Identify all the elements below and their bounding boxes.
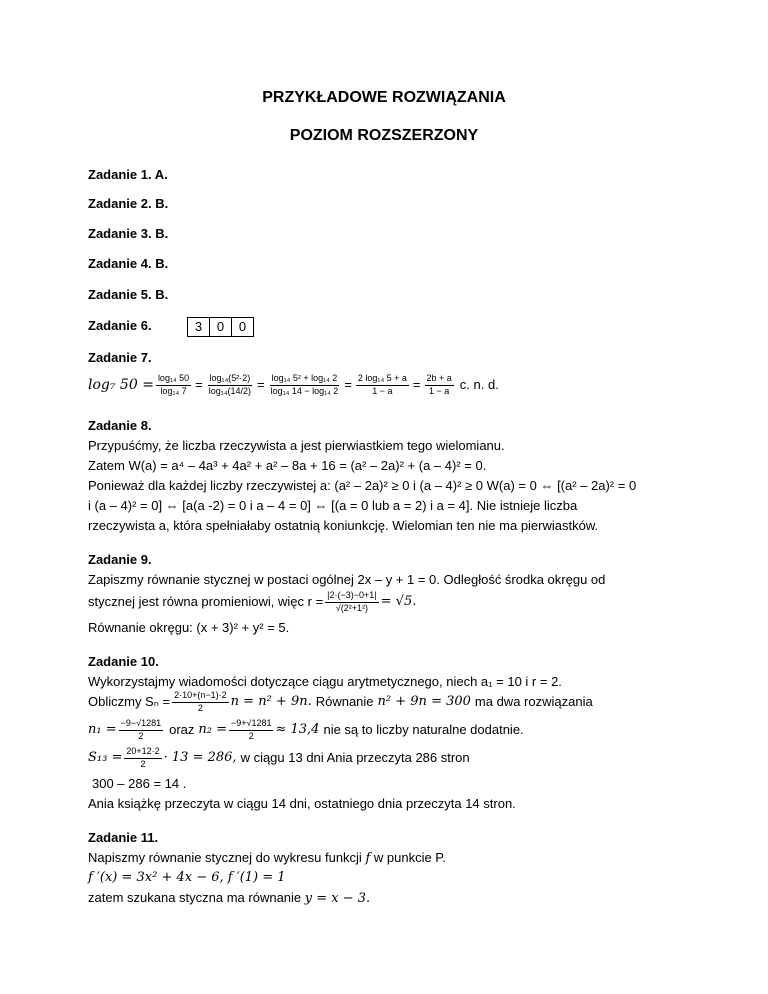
answer-cell: 0 <box>238 319 247 334</box>
fraction <box>207 374 253 397</box>
task-3-answer: Zadanie 3. B. <box>88 226 169 241</box>
task-11-line <box>88 890 370 907</box>
qed-text: c. n. d. <box>459 377 499 393</box>
task-8-line: rzeczywista a, która spełniałaby ostatnią koniunkcję. Wielomian ten nie ma pierwiastków. <box>88 518 599 533</box>
denominator: 2 <box>138 730 144 741</box>
formula: · 13 = 286, <box>163 750 237 766</box>
task-10-roots-line <box>88 716 524 744</box>
result: = √5. <box>380 594 417 610</box>
fraction <box>119 719 163 742</box>
text: Obliczmy Sₙ = <box>88 694 171 710</box>
fraction <box>172 691 229 714</box>
task-8-line: Ponieważ dla każdej liczby rzeczywistej a: (a² – 2a)² ≥ 0 i (a – 4)² ≥ 0 W(a) = 0 ⇔ [(a² – 2a)² = 0 <box>88 478 637 493</box>
denominator: 2 <box>140 758 146 769</box>
numerator: |2·(−3)−0+1| <box>325 591 378 603</box>
numerator: 2 log₁₄ 5 + a <box>356 374 409 386</box>
task-10-label: Zadanie 10. <box>88 654 159 669</box>
task-1-answer: Zadanie 1. A. <box>88 167 168 182</box>
page-title: PRZYKŁADOWE ROZWIĄZANIA <box>262 89 506 106</box>
fraction <box>229 719 273 742</box>
text: stycznej jest równa promieniowi, więc r = <box>88 594 324 610</box>
task-6-label: Zadanie 6. <box>88 318 152 333</box>
task-7-equation: log₇ 50 = $\frac{\text{log₁₄ 50}}{\text{log₁₄ 7}}$ = $\frac{\text{log₁₄(5²·2)}}{\text{log₁₄(14/2)}}$ = $\frac{\text{log₁₄ 5² + log₁₄ 2}}{\text{log₁₄ 14 − log₁₄ 2}}$ = $\frac{\text{2 log₁₄ 5 + a}}{1 - a}$ = $\frac{2b + a}{1 - a}$ c. n. d. <box>88 372 499 396</box>
task-9-line: Zapiszmy równanie stycznej w postaci ogólnej 2x – y + 1 = 0. Odległość środka okręgu od <box>88 572 606 587</box>
task-5-answer: Zadanie 5. B. <box>88 287 169 302</box>
numerator: log₁₄ 50 <box>156 374 191 386</box>
fraction <box>325 591 378 614</box>
log-expression: log₇ 50 = <box>88 376 154 393</box>
task-8-line: Przypuśćmy, że liczba rzeczywista a jest pierwiastkiem tego wielomianu. <box>88 438 505 453</box>
numerator: −9+√1281 <box>229 719 273 731</box>
numerator: log₁₄ 5² + log₁₄ 2 <box>270 374 340 386</box>
task-8-label: Zadanie 8. <box>88 418 152 433</box>
text: oraz <box>169 722 195 738</box>
formula: ≈ 13,4 <box>275 722 320 738</box>
text: Równanie <box>315 694 374 710</box>
numerator: −9−√1281 <box>119 719 163 731</box>
task-8-line: i (a – 4)² = 0] ⇔ [a(a -2) = 0 i a – 4 = 0] ⇔ [(a = 0 lub a = 2) i a = 4]. Nie istnieje liczba <box>88 498 578 513</box>
fraction <box>356 374 409 397</box>
answer-cell: 3 <box>188 318 210 336</box>
task-4-answer: Zadanie 4. B. <box>88 256 169 271</box>
fraction <box>269 374 341 397</box>
denominator: 2 <box>248 730 254 741</box>
text: w punkcie P. <box>373 850 446 865</box>
task-10-s13-line <box>88 744 470 772</box>
formula: n₁ = <box>88 722 117 738</box>
numerator: 2b + a <box>425 374 454 386</box>
page-subtitle: POZIOM ROZSZERZONY <box>289 127 479 144</box>
task-10-line: Wykorzystajmy wiadomości dotyczące ciągu arytmetycznego, niech a₁ = 10 i r = 2. <box>88 674 562 689</box>
denominator: √(2²+1²) <box>335 602 368 613</box>
formula: y = x − 3. <box>304 891 371 906</box>
fraction <box>425 374 454 397</box>
formula: S₁₃ = <box>88 750 123 766</box>
task-11-line <box>88 850 446 867</box>
text: w ciągu 13 dni Ania przeczyta 286 stron <box>240 750 470 766</box>
task-10-sum-line <box>88 688 593 716</box>
answer-cell: 0 <box>210 318 232 336</box>
task-8-line: Zatem W(a) = a⁴ – 4a³ + 4a² + a² – 8a + 16 = (a² – 2a)² + (a – 4)² = 0. <box>88 458 487 473</box>
text: ma dwa rozwiązania <box>474 694 593 710</box>
formula: f <box>365 851 371 866</box>
task-10-line: Ania książkę przeczyta w ciągu 14 dni, ostatniego dnia przeczyta 14 stron. <box>88 796 516 811</box>
task-11-label: Zadanie 11. <box>88 830 159 845</box>
task-11-derivative: f ′(x) = 3x² + 4x − 6, f ′(1) = 1 <box>88 870 286 885</box>
text: zatem szukana styczna ma równanie <box>88 890 302 905</box>
numerator: 20+12·2 <box>124 747 161 759</box>
denominator: 1 − a <box>429 385 450 396</box>
denominator: log₁₄ 7 <box>160 385 187 396</box>
fraction <box>156 374 191 397</box>
formula: n₂ = <box>198 722 227 738</box>
numerator: log₁₄(5²·2) <box>208 374 253 386</box>
denominator: 1 − a <box>372 385 393 396</box>
task-9-line: Równanie okręgu: (x + 3)² + y² = 5. <box>88 620 290 635</box>
denominator: log₁₄ 14 − log₁₄ 2 <box>270 385 339 396</box>
formula: n = n² + 9n. <box>230 694 312 710</box>
task-10-line: 300 – 286 = 14 . <box>92 776 187 791</box>
task-9-label: Zadanie 9. <box>88 552 152 567</box>
formula: n² + 9n = 300 <box>377 694 471 710</box>
text: nie są to liczby naturalne dodatnie. <box>323 722 524 738</box>
fraction <box>124 747 161 770</box>
denominator: log₁₄(14/2) <box>208 385 251 396</box>
task-9-formula-line <box>88 588 416 616</box>
text: Napiszmy równanie stycznej do wykresu funkcji <box>88 850 362 865</box>
task-2-answer: Zadanie 2. B. <box>88 196 169 211</box>
denominator: 2 <box>197 702 203 713</box>
numerator: 2·10+(n−1)·2 <box>172 691 229 703</box>
task-7-label: Zadanie 7. <box>88 350 152 365</box>
task-6-answer-cells <box>187 317 254 337</box>
